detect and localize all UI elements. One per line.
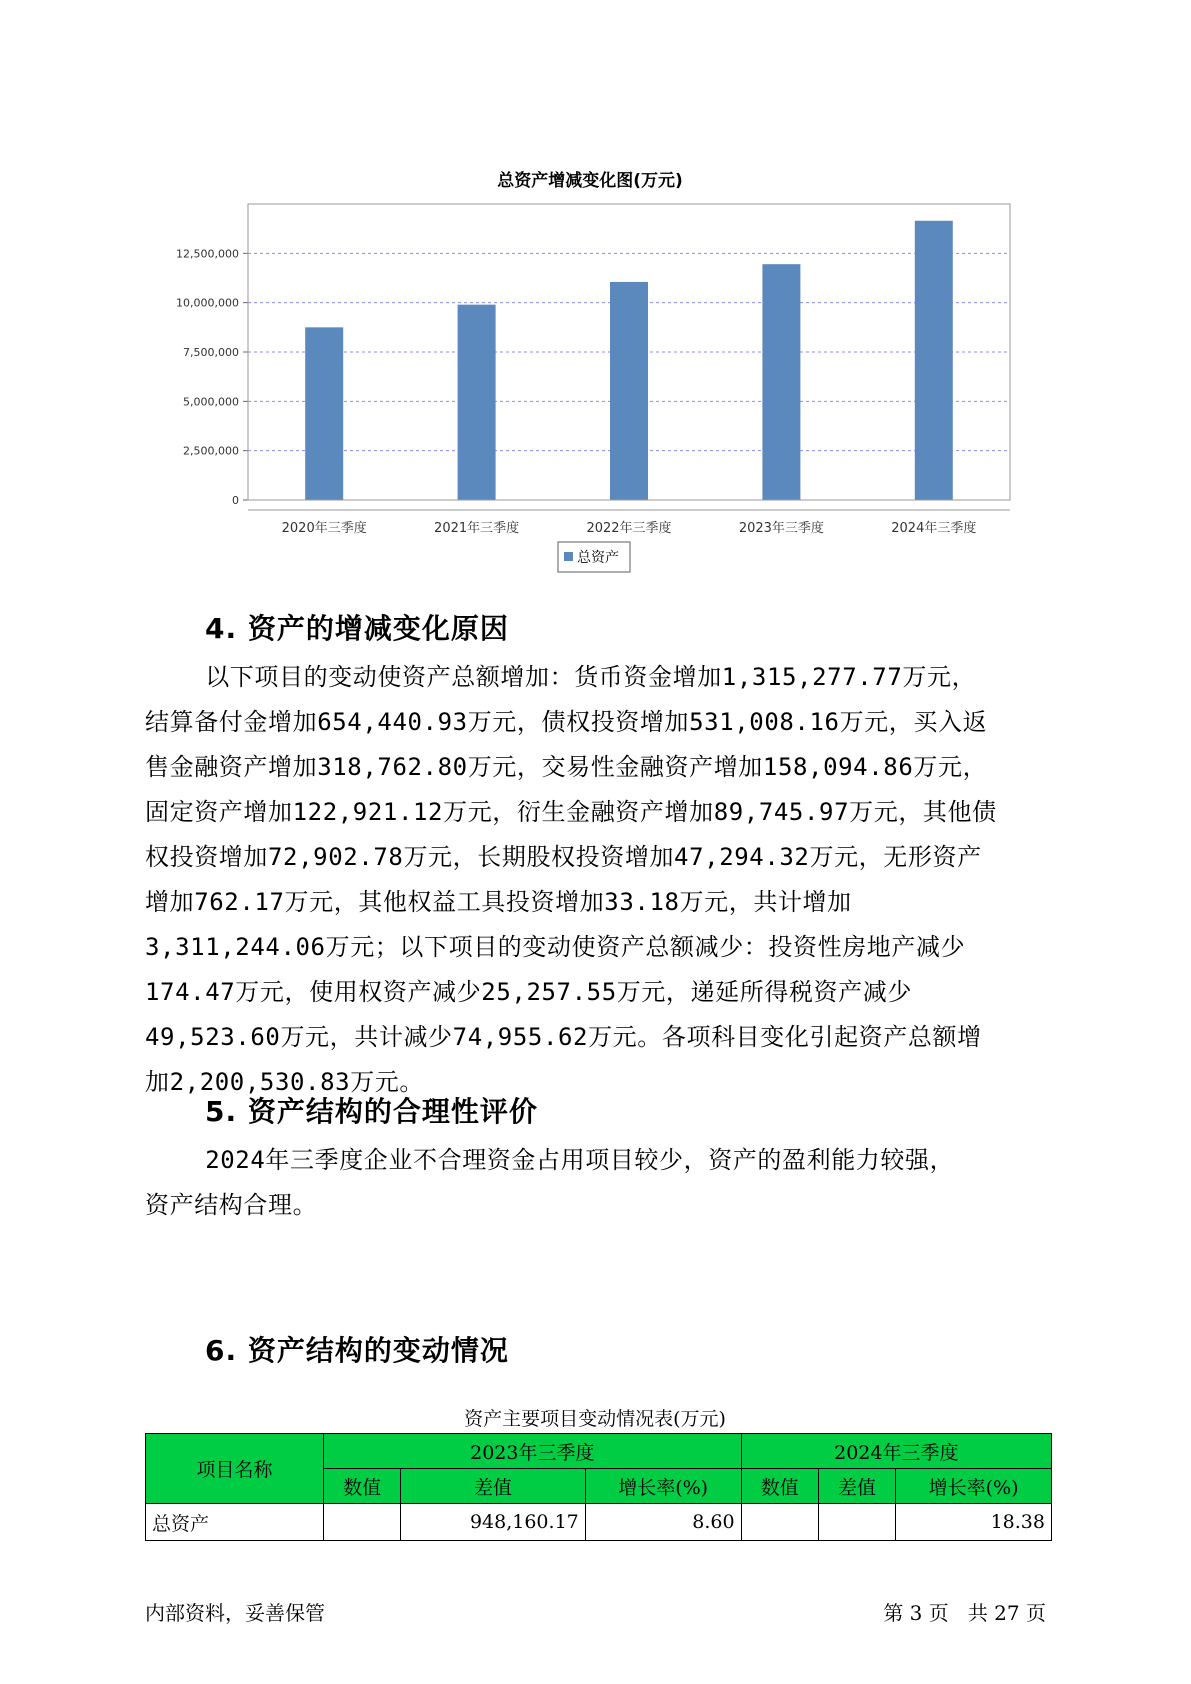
cell-diff-2023: 948,160.17	[401, 1504, 585, 1541]
y-tick-label: 10,000,000	[176, 296, 239, 310]
chart-svg	[150, 160, 1030, 630]
asset-change-table	[145, 1433, 1052, 1541]
bar	[458, 305, 496, 500]
section4-line: 固定资产增加122,921.12万元，衍生金融资产增加89,745.97万元，其他债	[145, 798, 997, 826]
section5-heading: 5. 资产结构的合理性评价	[205, 1095, 538, 1128]
cell-growth-2023: 8.60	[585, 1504, 741, 1541]
section4-line: 3,311,244.06万元；以下项目的变动使资产总额减少：投资性房地产减少	[145, 933, 966, 961]
section4-paragraph	[145, 655, 1045, 1105]
section4-line: 加2,200,530.83万元。	[145, 1068, 424, 1096]
section5-paragraph	[145, 1138, 1045, 1228]
section4-line: 权投资增加72,902.78万元，长期股权投资增加47,294.32万元，无形资产	[145, 843, 982, 871]
section4-line: 174.47万元，使用权资产减少25,257.55万元，递延所得税资产减少	[145, 978, 912, 1006]
cell-growth-2024: 18.38	[896, 1504, 1052, 1541]
col-item-name: 项目名称	[146, 1434, 324, 1504]
section4-line: 结算备付金增加654,440.93万元，债权投资增加531,008.16万元，买入返	[145, 708, 988, 736]
col-diff-2024: 差值	[818, 1469, 895, 1504]
bar	[762, 264, 800, 500]
cell-value-2024	[741, 1504, 818, 1541]
section4-line: 增加762.17万元，其他权益工具投资增加33.18万元，共计增加	[145, 888, 852, 916]
x-tick-label: 2024年三季度	[891, 521, 977, 536]
col-growth-2024: 增长率(%)	[896, 1469, 1052, 1504]
col-diff-2023: 差值	[401, 1469, 585, 1504]
x-tick-label: 2022年三季度	[586, 521, 672, 536]
y-tick-label: 0	[232, 494, 239, 507]
table-row	[146, 1504, 1052, 1541]
y-tick-label: 2,500,000	[183, 444, 239, 458]
section5-line: 资产结构合理。	[145, 1191, 318, 1219]
y-tick-label: 12,500,000	[176, 247, 239, 261]
bar	[915, 221, 953, 500]
x-tick-label: 2020年三季度	[281, 521, 367, 536]
table-caption: 资产主要项目变动情况表(万元)	[464, 1408, 726, 1430]
section4-line: 售金融资产增加318,762.80万元，交易性金融资产增加158,094.86万元，	[145, 753, 988, 781]
col-value-2024: 数值	[741, 1469, 818, 1504]
section4-heading: 4. 资产的增减变化原因	[205, 612, 509, 645]
col-period-2023: 2023年三季度	[324, 1434, 742, 1469]
col-growth-2023: 增长率(%)	[585, 1469, 741, 1504]
x-tick-label: 2021年三季度	[434, 521, 520, 536]
footer-confidential: 内部资料，妥善保管	[145, 1601, 325, 1625]
col-value-2023: 数值	[324, 1469, 401, 1504]
legend-swatch	[564, 552, 573, 561]
section4-line: 49,523.60万元，共计减少74,955.62万元。各项科目变化引起资产总额增	[145, 1023, 982, 1051]
row-name: 总资产	[146, 1504, 324, 1541]
x-tick-label: 2023年三季度	[738, 521, 824, 536]
bar	[305, 327, 343, 500]
cell-diff-2024	[818, 1504, 895, 1541]
y-tick-label: 5,000,000	[183, 395, 239, 409]
legend-label: 总资产	[577, 550, 619, 566]
chart-title: 总资产增减变化图(万元)	[497, 171, 683, 191]
total-assets-chart	[150, 160, 1030, 630]
col-period-2024: 2024年三季度	[741, 1434, 1051, 1469]
bar	[610, 282, 648, 500]
cell-value-2023	[324, 1504, 401, 1541]
section4-line: 以下项目的变动使资产总额增加：货币资金增加1,315,277.77万元，	[145, 663, 977, 691]
section6-heading: 6. 资产结构的变动情况	[205, 1334, 509, 1367]
section5-line: 2024年三季度企业不合理资金占用项目较少，资产的盈利能力较强，	[145, 1146, 955, 1174]
footer-page-number: 第 3 页 共 27 页	[883, 1601, 1046, 1625]
y-tick-label: 7,500,000	[183, 346, 239, 359]
